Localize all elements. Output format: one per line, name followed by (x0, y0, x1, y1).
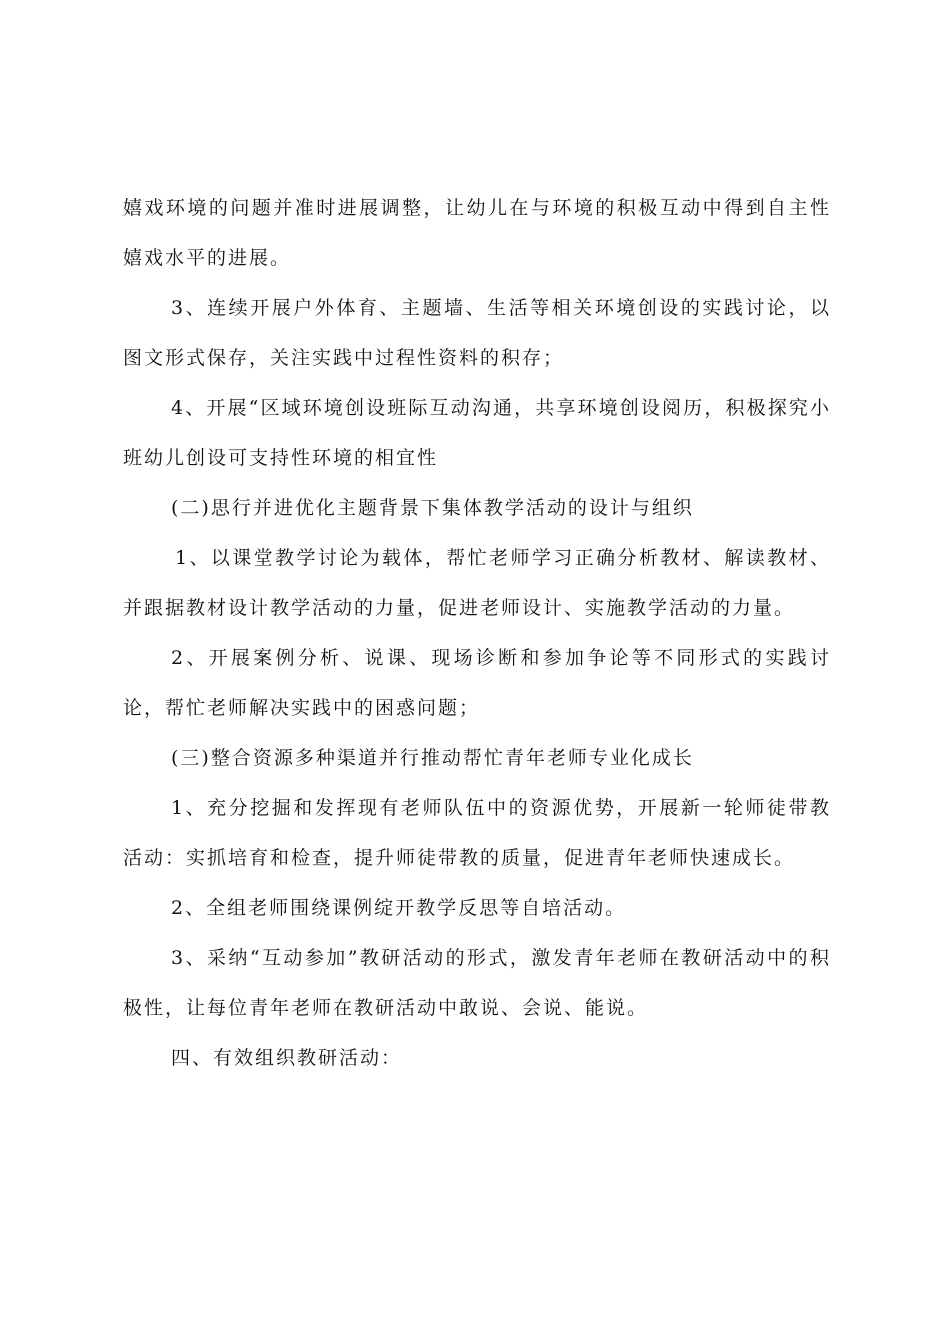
paragraph-item-1-teaching: 1、以课堂教学讨论为载体，帮忙老师学习正确分析教材、解读教材、并跟据教材设计教学活动的力量，促进老师设计、实施教学活动的力量。 (123, 547, 831, 619)
document-body (123, 183, 831, 1083)
section-heading-4: 四、有效组织教研活动： (171, 1047, 403, 1069)
paragraph-item-3-environment: 3、连续开展户外体育、主题墙、生活等相关环境创设的实践讨论，以图文形式保存，关注实践中过程性资料的积存； (123, 297, 831, 369)
paragraph-item-2-practice: 2、开展案例分析、说课、现场诊断和参加争论等不同形式的实践讨论，帮忙老师解决实践中的困惑问题； (123, 647, 831, 719)
paragraph-item-1-mentoring: 1、充分挖掘和发挥现有老师队伍中的资源优势，开展新一轮师徒带教活动：实抓培育和检查，提升师徒带教的质量，促进青年老师快速成长。 (123, 797, 831, 869)
paragraph-item-3-interaction: 3、采纳“互动参加”教研活动的形式，激发青年老师在教研活动中的积极性，让每位青年老师在教研活动中敢说、会说、能说。 (123, 947, 831, 1019)
paragraph-continuation: 嬉戏环境的问题并准时进展调整，让幼儿在与环境的积极互动中得到自主性嬉戏水平的进展。 (123, 197, 831, 269)
section-heading-2: (二)思行并进优化主题背景下集体教学活动的设计与组织 (171, 497, 694, 519)
section-heading-3: (三)整合资源多种渠道并行推动帮忙青年老师专业化成长 (171, 747, 694, 769)
paragraph-item-2-reflection: 2、全组老师围绕课例绽开教学反思等自培活动。 (171, 897, 627, 919)
paragraph-item-4-exchange: 4、开展“区域环境创设班际互动沟通，共享环境创设阅历，积极探究小班幼儿创设可支持性环境的相宜性 (123, 397, 831, 469)
